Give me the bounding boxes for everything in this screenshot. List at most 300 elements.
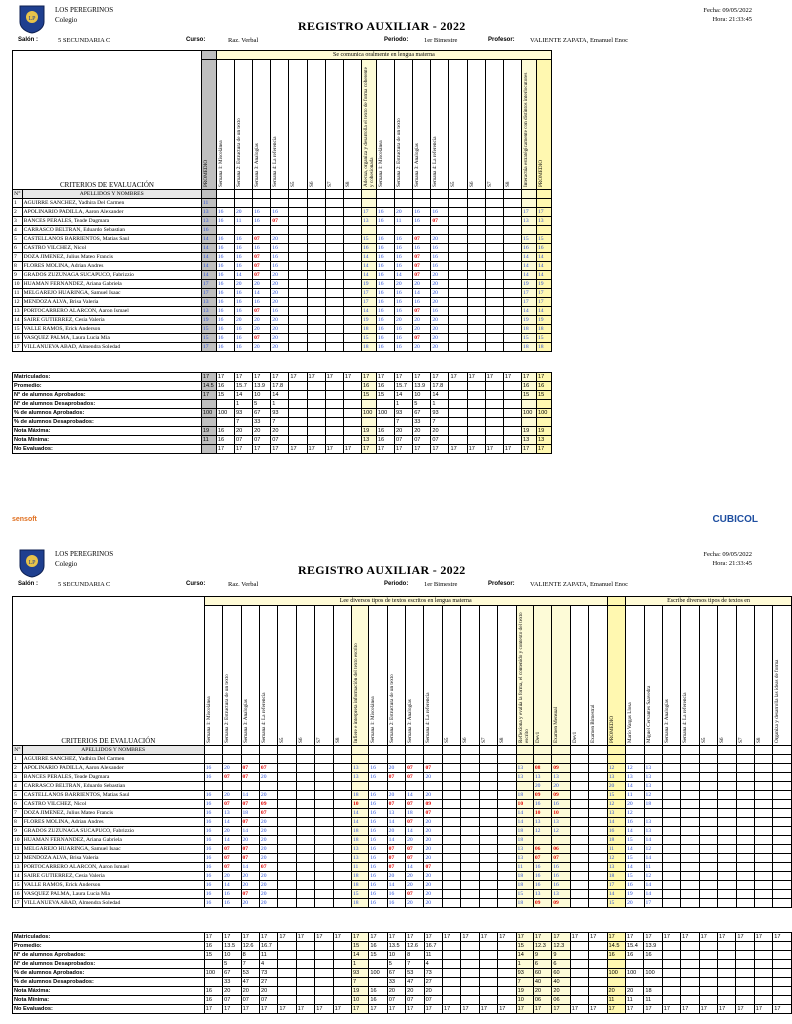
stats-cell: 100 bbox=[536, 409, 551, 418]
grade-cell: 16 bbox=[533, 863, 551, 872]
grade-cell bbox=[662, 845, 680, 854]
stats-cell: 15 bbox=[204, 951, 222, 960]
table-row bbox=[13, 890, 792, 899]
stats-cell: 93 bbox=[234, 409, 252, 418]
grade-cell bbox=[461, 773, 479, 782]
grade-cell bbox=[479, 872, 497, 881]
grade-cell: 16 bbox=[369, 854, 387, 863]
grade-cell bbox=[413, 226, 431, 235]
stats-cell: 4 bbox=[424, 960, 442, 969]
criteria-header bbox=[552, 606, 570, 746]
grade-cell: 16 bbox=[395, 334, 413, 343]
grade-cell: 14 bbox=[201, 253, 216, 262]
stats-cell: 13 bbox=[361, 436, 376, 445]
stats-label: N° de alumnos Desaprobados: bbox=[13, 960, 205, 969]
grade-cell bbox=[718, 890, 736, 899]
stats-cell: 17 bbox=[361, 445, 376, 454]
stats-cell bbox=[449, 382, 467, 391]
stats-cell: 20 bbox=[271, 427, 289, 436]
stats-cell bbox=[449, 409, 467, 418]
grade-cell bbox=[754, 863, 772, 872]
stats-cell bbox=[216, 418, 234, 427]
stats-cell: 17 bbox=[223, 933, 241, 942]
stats-label: Nota Mínima: bbox=[13, 436, 202, 445]
student-name: CASTRO VILCHEZ, Nicol bbox=[22, 800, 204, 809]
criteria-header bbox=[223, 606, 241, 746]
grade-cell bbox=[479, 890, 497, 899]
grade-cell: 20 bbox=[607, 782, 625, 791]
stats-cell: 47 bbox=[406, 978, 424, 987]
stats-cell bbox=[296, 996, 314, 1005]
grade-cell bbox=[216, 226, 234, 235]
grade-cell bbox=[533, 836, 551, 845]
stats-cell bbox=[442, 996, 460, 1005]
stats-cell bbox=[343, 436, 361, 445]
grade-cell bbox=[699, 773, 717, 782]
stats-cell bbox=[536, 400, 551, 409]
grade-cell: 16 bbox=[395, 289, 413, 298]
student-name: SAIRE GUTIERREZ, Cesia Valeria bbox=[22, 872, 204, 881]
grade-cell: 11 bbox=[516, 863, 533, 872]
salon-label: Salón : bbox=[18, 581, 39, 587]
grade-cell bbox=[736, 755, 754, 764]
grade-cell: 14 bbox=[536, 271, 551, 280]
grade-cell bbox=[325, 217, 343, 226]
grade-cell bbox=[467, 298, 485, 307]
grade-cell bbox=[485, 325, 503, 334]
stats-cell: 17 bbox=[376, 373, 394, 382]
stats-cell bbox=[278, 978, 296, 987]
grade-cell bbox=[253, 199, 271, 208]
stats-cell bbox=[485, 391, 503, 400]
stats-cell: 17 bbox=[589, 1005, 607, 1014]
grade-cell: 16 bbox=[369, 836, 387, 845]
grade-cell: 20 bbox=[431, 298, 449, 307]
grade-cell bbox=[376, 226, 394, 235]
student-number: 16 bbox=[13, 890, 23, 899]
stats-cell bbox=[570, 996, 588, 1005]
grade-cell bbox=[204, 755, 222, 764]
stats-cell: 11 bbox=[625, 996, 643, 1005]
grade-cell bbox=[333, 845, 351, 854]
grade-cell bbox=[498, 809, 516, 818]
empty-header-cell bbox=[552, 746, 570, 755]
stats-row bbox=[13, 960, 792, 969]
grade-cell bbox=[662, 809, 680, 818]
stats-cell: 17 bbox=[479, 933, 497, 942]
grade-cell: 12 bbox=[552, 827, 570, 836]
grade-cell bbox=[485, 316, 503, 325]
grade-cell: 16 bbox=[413, 298, 431, 307]
student-name: HUAMAN FERNANDEZ, Ariana Gabriela bbox=[22, 280, 201, 289]
grade-cell bbox=[325, 271, 343, 280]
stats-cell bbox=[503, 391, 521, 400]
grade-cell: 13 bbox=[607, 773, 625, 782]
criteria-header bbox=[361, 60, 376, 190]
curso-value: Raz. Verbal bbox=[228, 37, 259, 44]
grade-cell bbox=[681, 791, 699, 800]
table-row bbox=[13, 298, 552, 307]
criteria-header bbox=[522, 60, 537, 190]
stats-cell: 17 bbox=[333, 1005, 351, 1014]
stats-cell: 17 bbox=[516, 1005, 533, 1014]
grade-cell bbox=[485, 199, 503, 208]
stats-cell: 15 bbox=[369, 951, 387, 960]
stats-cell: 17 bbox=[424, 1005, 442, 1014]
stats-cell: 17 bbox=[253, 373, 271, 382]
grade-cell bbox=[503, 199, 521, 208]
grade-cell bbox=[343, 226, 361, 235]
stats-cell: 17 bbox=[442, 933, 460, 942]
table-row bbox=[13, 325, 552, 334]
grade-cell: 09 bbox=[552, 899, 570, 908]
grade-cell bbox=[413, 199, 431, 208]
grade-cell bbox=[773, 773, 792, 782]
stats-cell bbox=[773, 987, 792, 996]
stats-cell: 8 bbox=[406, 951, 424, 960]
grade-cell bbox=[754, 845, 772, 854]
grade-cell bbox=[498, 773, 516, 782]
stats-cell: 17 bbox=[498, 933, 516, 942]
grade-cell bbox=[289, 226, 307, 235]
stats-cell bbox=[773, 951, 792, 960]
grade-cell bbox=[296, 890, 314, 899]
grade-cell bbox=[773, 827, 792, 836]
grade-cell bbox=[343, 208, 361, 217]
grade-cell: 16 bbox=[216, 208, 234, 217]
criteria-header-text: Miguel Cervantes Saavedra bbox=[645, 685, 652, 743]
grade-cell bbox=[442, 881, 460, 890]
stats-cell: 07 bbox=[223, 996, 241, 1005]
empty-header-cell bbox=[431, 190, 449, 199]
grade-cell bbox=[718, 791, 736, 800]
criteria-header-text: Infiere e interpreta información del texto escrito bbox=[352, 643, 359, 743]
grade-cell bbox=[773, 809, 792, 818]
stats-cell: 17 bbox=[296, 933, 314, 942]
grade-cell: 16 bbox=[607, 827, 625, 836]
criteria-header bbox=[343, 60, 361, 190]
grade-cell: 16 bbox=[204, 800, 222, 809]
grade-cell: 07 bbox=[413, 307, 431, 316]
grade-cell bbox=[296, 854, 314, 863]
grade-cell bbox=[589, 890, 608, 899]
grade-cell: 20 bbox=[431, 280, 449, 289]
stats-cell bbox=[376, 400, 394, 409]
student-name: GRADOS ZUZUNAGA SUCAPUCO, Fabrizzio bbox=[22, 827, 204, 836]
stats-cell bbox=[333, 978, 351, 987]
stats-cell bbox=[442, 960, 460, 969]
criteria-header bbox=[387, 606, 405, 746]
grade-cell: 16 bbox=[431, 244, 449, 253]
grade-cell: 09 bbox=[259, 800, 277, 809]
stats-cell bbox=[442, 951, 460, 960]
stats-cell bbox=[754, 987, 772, 996]
stats-cell: 19 bbox=[516, 987, 533, 996]
stats-cell bbox=[204, 960, 222, 969]
grade-cell: 20 bbox=[259, 872, 277, 881]
grade-cell: 07 bbox=[241, 764, 259, 773]
stats-cell: 5 bbox=[253, 400, 271, 409]
criteria-header-text: S8 bbox=[755, 737, 762, 743]
grade-cell: 17 bbox=[201, 280, 216, 289]
stats-cell bbox=[479, 987, 497, 996]
grade-cell: 16 bbox=[271, 307, 289, 316]
stats-cell bbox=[681, 969, 699, 978]
grade-cell bbox=[644, 809, 662, 818]
grade-cell bbox=[333, 899, 351, 908]
empty-header-cell bbox=[343, 190, 361, 199]
stats-cell bbox=[315, 996, 333, 1005]
stats-cell: 13.9 bbox=[644, 942, 662, 951]
stats-cell: 11 bbox=[201, 436, 216, 445]
stats-cell: 17 bbox=[387, 933, 405, 942]
empty-header-cell bbox=[333, 746, 351, 755]
grade-cell bbox=[333, 836, 351, 845]
grade-cell bbox=[589, 881, 608, 890]
grade-cell: 14 bbox=[644, 890, 662, 899]
grade-cell bbox=[315, 872, 333, 881]
stats-cell: 17 bbox=[216, 445, 234, 454]
grade-cell bbox=[325, 226, 343, 235]
student-name: VASQUEZ PALMA, Laura Lucia Mia bbox=[22, 890, 204, 899]
grade-cell bbox=[234, 226, 252, 235]
stats-cell bbox=[717, 996, 735, 1005]
table-row bbox=[13, 863, 792, 872]
grade-cell bbox=[442, 836, 460, 845]
stats-cell: 17 bbox=[387, 1005, 405, 1014]
profesor-value: VALIENTE ZAPATA, Emanuel Enoc bbox=[530, 581, 629, 588]
stats-cell: 17 bbox=[570, 1005, 588, 1014]
stats-cell: 33 bbox=[387, 978, 405, 987]
grade-cell bbox=[289, 208, 307, 217]
grade-cell bbox=[570, 809, 588, 818]
grade-cell: 14 bbox=[413, 289, 431, 298]
grade-cell bbox=[754, 854, 772, 863]
grade-cell bbox=[736, 881, 754, 890]
grade-cell bbox=[718, 818, 736, 827]
grade-cell bbox=[485, 343, 503, 352]
grade-cell bbox=[296, 827, 314, 836]
stats-cell: 17 bbox=[333, 933, 351, 942]
grade-cell: 16 bbox=[253, 208, 271, 217]
grade-cell bbox=[234, 199, 252, 208]
criteria-header bbox=[461, 606, 479, 746]
grade-cell bbox=[307, 307, 325, 316]
table-row bbox=[13, 872, 792, 881]
grade-cell bbox=[662, 854, 680, 863]
stats-cell: 73 bbox=[424, 969, 442, 978]
stats-cell: 15 bbox=[216, 391, 234, 400]
grade-cell bbox=[570, 845, 588, 854]
grade-cell: 12 bbox=[626, 809, 644, 818]
grade-cell: 20 bbox=[259, 854, 277, 863]
grade-cell: 07 bbox=[406, 800, 424, 809]
grade-cell bbox=[681, 827, 699, 836]
grade-cell: 20 bbox=[431, 316, 449, 325]
criteria-header-text: Dev1 bbox=[571, 731, 578, 743]
criteria-header bbox=[536, 60, 551, 190]
grade-cell bbox=[278, 863, 296, 872]
grade-cell bbox=[343, 262, 361, 271]
stats-cell: 17 bbox=[352, 1005, 369, 1014]
grade-cell bbox=[773, 836, 792, 845]
empty-header-cell bbox=[442, 746, 460, 755]
stats-label: Matriculados: bbox=[13, 373, 202, 382]
grade-cell: 16 bbox=[253, 298, 271, 307]
stats-cell: 17 bbox=[533, 1005, 551, 1014]
grade-cell bbox=[449, 316, 467, 325]
criteria-header-text: Examen Bimestral bbox=[590, 704, 597, 743]
criteria-header bbox=[503, 60, 521, 190]
empty-header-cell bbox=[369, 746, 387, 755]
stats-cell: 17 bbox=[461, 933, 479, 942]
grade-cell: 16 bbox=[369, 845, 387, 854]
grade-cell: 20 bbox=[406, 872, 424, 881]
grade-cell bbox=[343, 298, 361, 307]
stats-cell bbox=[498, 960, 516, 969]
grade-cell bbox=[754, 755, 772, 764]
grade-cell bbox=[449, 226, 467, 235]
grade-cell bbox=[681, 836, 699, 845]
grade-cell: 09 bbox=[424, 800, 442, 809]
stats-cell: 7 bbox=[352, 978, 369, 987]
stats-cell: 17 bbox=[278, 933, 296, 942]
student-number: 10 bbox=[13, 280, 23, 289]
stats-cell: 1 bbox=[352, 960, 369, 969]
grade-cell: 13 bbox=[201, 298, 216, 307]
stats-cell: 20 bbox=[431, 427, 449, 436]
grade-cell bbox=[289, 280, 307, 289]
stats-cell bbox=[717, 951, 735, 960]
stats-cell: 07 bbox=[395, 436, 413, 445]
student-name: HUAMAN FERNANDEZ, Ariana Gabriela bbox=[22, 836, 204, 845]
grade-cell: 13 bbox=[607, 809, 625, 818]
stats-cell: 16 bbox=[369, 987, 387, 996]
grade-cell bbox=[296, 836, 314, 845]
grade-cell: 13 bbox=[201, 208, 216, 217]
grade-cell bbox=[449, 244, 467, 253]
grade-cell bbox=[773, 800, 792, 809]
criteria-header-text: S6 bbox=[297, 737, 304, 743]
stats-cell: 67 bbox=[253, 409, 271, 418]
grade-cell bbox=[307, 271, 325, 280]
grade-cell bbox=[589, 899, 608, 908]
stats-cell: 17 bbox=[406, 1005, 424, 1014]
stats-cell: 7 bbox=[241, 960, 259, 969]
stats-cell bbox=[315, 969, 333, 978]
table-row bbox=[13, 334, 552, 343]
grade-cell bbox=[325, 289, 343, 298]
stats-cell bbox=[662, 942, 680, 951]
stats-cell: 16.7 bbox=[259, 942, 277, 951]
stats-cell: 17 bbox=[467, 373, 485, 382]
grade-cell: 18 bbox=[516, 872, 533, 881]
criteria-header-text: S7 bbox=[316, 737, 323, 743]
grade-cell: 16 bbox=[376, 262, 394, 271]
stats-cell: 17 bbox=[395, 373, 413, 382]
stats-cell bbox=[662, 996, 680, 1005]
criteria-header bbox=[699, 606, 717, 746]
grade-cell bbox=[498, 827, 516, 836]
grade-cell: 20 bbox=[431, 289, 449, 298]
grade-cell: 13 bbox=[387, 809, 405, 818]
grade-cell: 14 bbox=[522, 253, 537, 262]
grade-cell bbox=[325, 280, 343, 289]
grade-cell bbox=[424, 755, 442, 764]
grade-cell bbox=[736, 827, 754, 836]
student-number: 17 bbox=[13, 343, 23, 352]
criteria-header-text: PROMEDIO bbox=[608, 715, 615, 743]
stats-cell: 15 bbox=[352, 942, 369, 951]
criteria-header bbox=[516, 606, 533, 746]
table-row bbox=[13, 773, 792, 782]
grade-cell bbox=[431, 199, 449, 208]
grade-cell bbox=[754, 881, 772, 890]
criteria-header-text: Dev1 bbox=[534, 731, 541, 743]
grade-cell: 16 bbox=[376, 316, 394, 325]
grade-cell bbox=[718, 764, 736, 773]
grade-cell: 11 bbox=[201, 199, 216, 208]
empty-header-cell bbox=[516, 746, 533, 755]
grade-cell bbox=[773, 818, 792, 827]
table-row bbox=[13, 199, 552, 208]
empty-header-cell bbox=[204, 746, 222, 755]
table-row bbox=[13, 271, 552, 280]
student-name: MELGAREJO HUARINGA, Samuel Isaac bbox=[22, 289, 201, 298]
stats-cell bbox=[467, 436, 485, 445]
empty-header-cell bbox=[699, 746, 717, 755]
stats-cell: 07 bbox=[387, 996, 405, 1005]
student-name: APOLINARIO PADILLA, Aaron Alexander bbox=[22, 764, 204, 773]
grade-cell: 20 bbox=[241, 881, 259, 890]
stats-label: Nota Máxima: bbox=[13, 427, 202, 436]
grade-cell: 16 bbox=[204, 809, 222, 818]
stats-cell: 20 bbox=[223, 987, 241, 996]
table-row bbox=[13, 316, 552, 325]
grade-cell: 12 bbox=[533, 827, 551, 836]
register-page-1 bbox=[0, 0, 768, 480]
stats-cell: 17 bbox=[442, 1005, 460, 1014]
table-row bbox=[13, 343, 552, 352]
stats-cell bbox=[201, 400, 216, 409]
stats-cell bbox=[449, 436, 467, 445]
grade-cell: 07 bbox=[223, 863, 241, 872]
grade-cell: 20 bbox=[395, 316, 413, 325]
grade-cell bbox=[503, 262, 521, 271]
grade-cell bbox=[289, 199, 307, 208]
grade-cell: 20 bbox=[234, 316, 252, 325]
salon-value: 5 SECUNDARIA C bbox=[58, 581, 111, 588]
grades-table-2 bbox=[12, 596, 792, 908]
stats-cell bbox=[522, 418, 537, 427]
stats-cell: 13 bbox=[522, 436, 537, 445]
grade-cell: 16 bbox=[369, 827, 387, 836]
grade-cell bbox=[442, 773, 460, 782]
grade-cell: 18 bbox=[516, 881, 533, 890]
grade-cell: 16 bbox=[369, 899, 387, 908]
criteria-header bbox=[442, 606, 460, 746]
grade-cell: 07 bbox=[387, 854, 405, 863]
grade-cell bbox=[278, 818, 296, 827]
grade-cell: 20 bbox=[223, 827, 241, 836]
grade-cell bbox=[223, 782, 241, 791]
stats-cell bbox=[307, 409, 325, 418]
stats-cell: 17 bbox=[485, 373, 503, 382]
grade-cell bbox=[479, 818, 497, 827]
stats-cell: 17 bbox=[754, 933, 772, 942]
stats-cell: 17 bbox=[431, 373, 449, 382]
grade-cell bbox=[736, 800, 754, 809]
